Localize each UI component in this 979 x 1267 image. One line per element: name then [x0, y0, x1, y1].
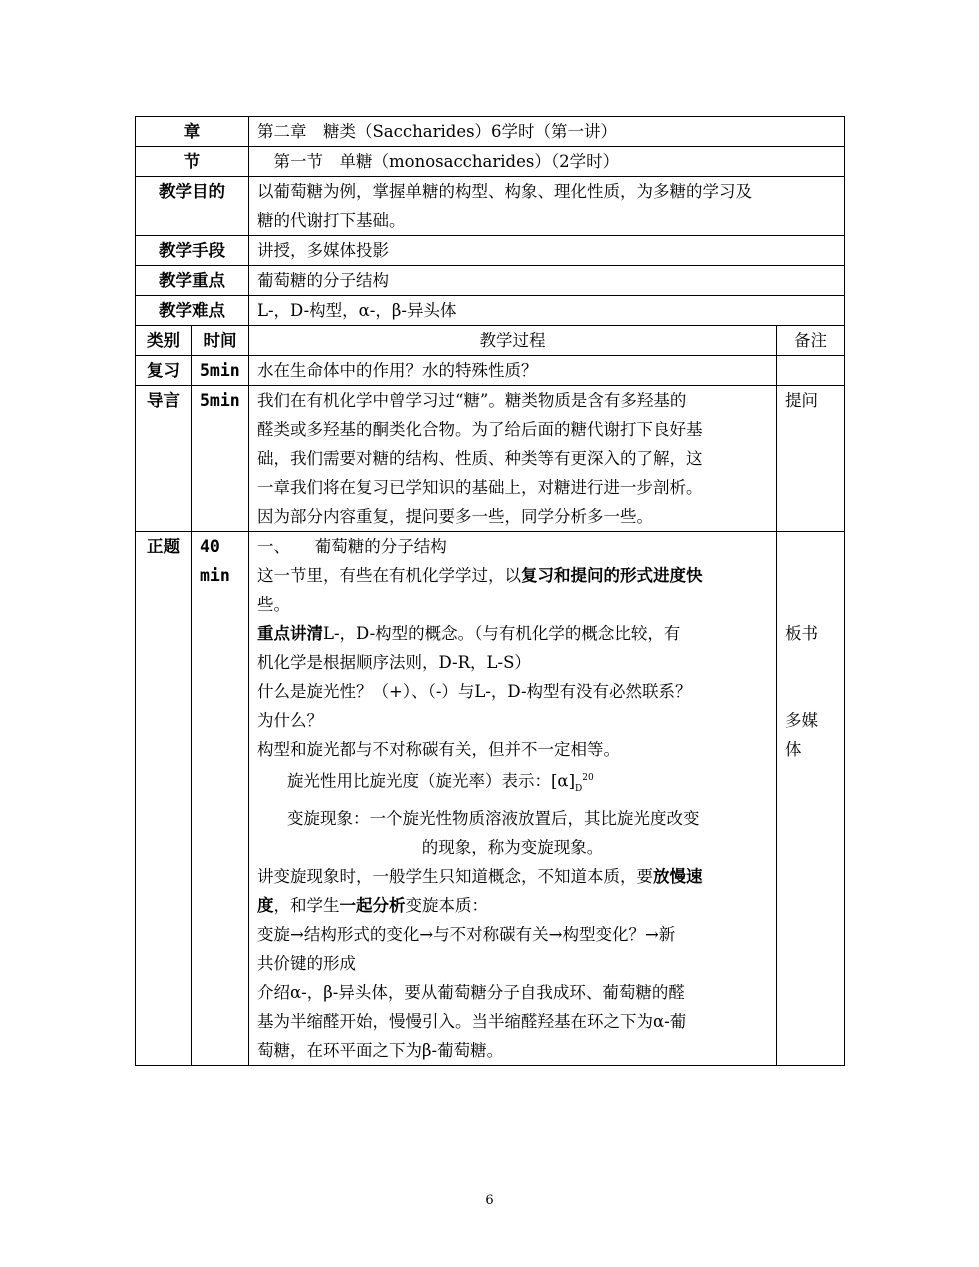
intro-line: 我们在有机化学中曾学习过“糖”。糖类物质是含有多羟基的: [257, 391, 687, 410]
review-category: 复习: [136, 356, 192, 386]
difficulty-value: L-，D-构型，α-，β-异头体: [249, 296, 845, 326]
difficulty-label: 教学难点: [136, 296, 249, 326]
section-label: 节: [136, 147, 249, 177]
main-line: 一、 葡萄糖的分子结构: [257, 537, 447, 556]
main-line: 这一节里，有些在有机化学学过，以复习和提问的形式进度快: [257, 566, 703, 585]
review-notes: [777, 356, 845, 386]
method-row: [136, 236, 845, 266]
main-line: 介绍α-，β-异头体，要从葡萄糖分子自我成环、葡萄糖的醛: [257, 982, 685, 1002]
notes-header: 备注: [777, 326, 845, 356]
main-line: 什么是旋光性？（+）、（-）与L-，D-构型有没有必然联系？: [257, 682, 692, 701]
main-line: 为什么？: [257, 711, 323, 730]
objective-line: 糖的代谢打下基础。: [257, 211, 406, 230]
main-line: 讲变旋现象时，一般学生只知道概念，不知道本质，要放慢速: [257, 866, 703, 886]
main-note: 体: [785, 740, 802, 759]
column-header-row: [136, 326, 845, 356]
category-header: 类别: [136, 326, 192, 356]
main-row: [136, 532, 845, 1066]
main-note: 板书: [785, 624, 818, 643]
main-line: 些。: [257, 595, 290, 614]
main-line: 变旋→结构形式的变化→与不对称碳有关→构型变化？→新: [257, 924, 676, 944]
main-line: 旋光性用比旋光度（旋光率）表示：$[\alpha]_D^{20}$: [287, 771, 594, 794]
main-line: 的现象，称为变旋现象。: [421, 837, 604, 857]
main-note: 多媒: [785, 711, 818, 730]
intro-process: [249, 386, 777, 532]
section-row: [136, 147, 845, 177]
intro-line: 因为部分内容重复，提问要多一些，同学分析多一些。: [257, 507, 653, 526]
section-value: 第一节 单糖（monosaccharides）（2学时）: [249, 147, 845, 177]
lesson-plan-table: [135, 116, 845, 1066]
main-time-value: 40: [200, 537, 220, 556]
key-point-value: 葡萄糖的分子结构: [249, 266, 845, 296]
review-time: 5min: [192, 356, 249, 386]
main-line: 构型和旋光都与不对称碳有关，但并不一定相等。: [257, 740, 620, 759]
difficulty-row: [136, 296, 845, 326]
main-line: 变旋现象：一个旋光性物质溶液放置后，其比旋光度改变: [287, 808, 700, 828]
main-category: 正题: [136, 532, 192, 1066]
objective-row: [136, 177, 845, 236]
objective-label: 教学目的: [136, 177, 249, 236]
main-notes: [777, 532, 845, 1066]
objective-line: 以葡萄糖为例，掌握单糖的构型、构象、理化性质，为多糖的学习及: [257, 182, 752, 201]
intro-category: 导言: [136, 386, 192, 532]
key-point-label: 教学重点: [136, 266, 249, 296]
review-process: 水在生命体中的作用？水的特殊性质？: [249, 356, 777, 386]
main-line: 萄糖，在环平面之下为β-葡萄糖。: [257, 1040, 504, 1060]
intro-row: [136, 386, 845, 532]
main-line: 重点讲清L-，D-构型的概念。（与有机化学的概念比较，有: [257, 624, 681, 643]
intro-time: 5min: [192, 386, 249, 532]
chapter-row: [136, 117, 845, 147]
page-number: 6: [485, 1193, 494, 1208]
process-header: 教学过程: [249, 326, 777, 356]
intro-line: 础，我们需要对糖的结构、性质、种类等有更深入的了解，这: [257, 449, 703, 468]
intro-notes: 提问: [777, 386, 845, 532]
chapter-label: 章: [136, 117, 249, 147]
main-line: 机化学是根据顺序法则，D-R，L-S）: [257, 653, 531, 672]
intro-line: 一章我们将在复习已学知识的基础上，对糖进行进一步剖析。: [257, 478, 703, 497]
chapter-value: 第二章 糖类（Saccharides）6学时（第一讲）: [249, 117, 845, 147]
objective-value: [249, 177, 845, 236]
main-time-unit: min: [200, 566, 230, 585]
method-value: 讲授，多媒体投影: [249, 236, 845, 266]
intro-line: 醛类或多羟基的酮类化合物。为了给后面的糖代谢打下良好基: [257, 420, 703, 439]
method-label: 教学手段: [136, 236, 249, 266]
main-process: [249, 532, 777, 1066]
time-header: 时间: [192, 326, 249, 356]
main-line: 度，和学生一起分析变旋本质：: [257, 895, 488, 915]
key-point-row: [136, 266, 845, 296]
review-row: [136, 356, 845, 386]
main-line: 基为半缩醛开始，慢慢引入。当半缩醛羟基在环之下为α-葡: [257, 1011, 687, 1031]
main-time: [192, 532, 249, 1066]
main-line: 共价键的形成: [257, 953, 356, 973]
